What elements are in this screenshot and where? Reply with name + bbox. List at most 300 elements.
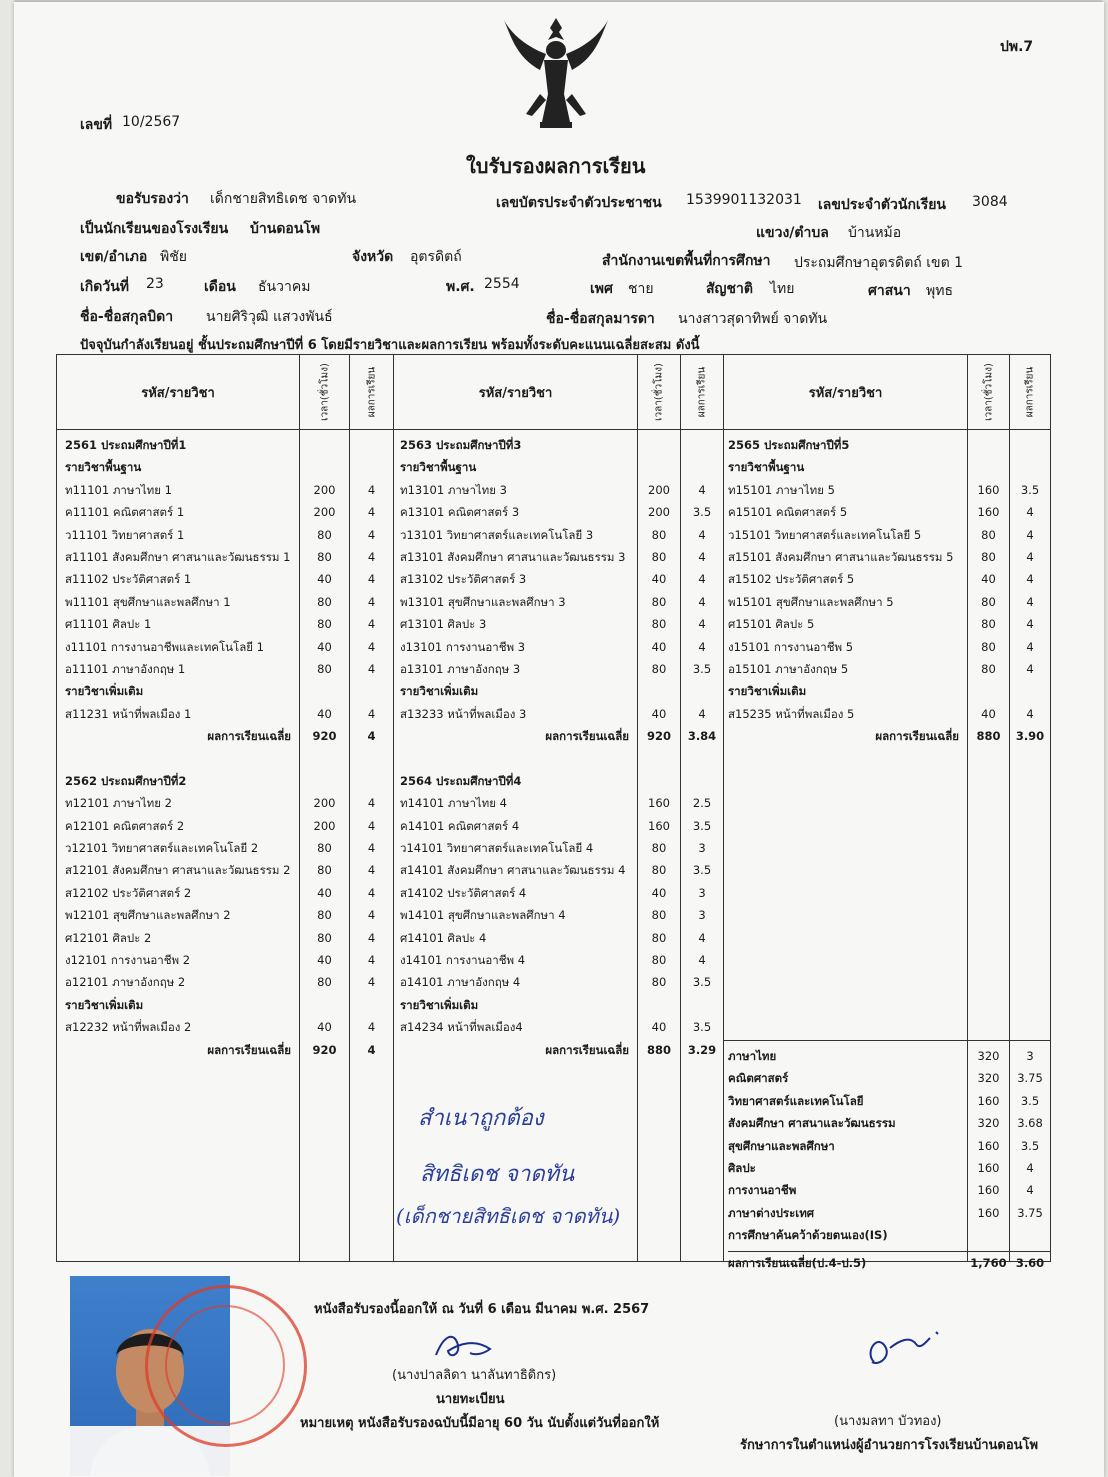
grade-value: 4 [367,706,376,721]
grade-value: 4 [1026,549,1034,564]
summary-hours-value: 160 [977,1205,1000,1220]
id-no: 1539901132031 [686,192,802,208]
hours-value: 80 [651,549,667,564]
hours-value: 40 [317,885,332,900]
subject-name: ง15101 การงานอาชีพ 5 [728,639,854,654]
nationality: ไทย [770,281,795,297]
header-grade-1: ผลการเรียน [366,366,377,418]
header-grade-2: ผลการเรียน [696,366,708,418]
hours-value [968,434,1009,456]
hours-value: 80 [651,975,667,990]
hours-value: 80 [651,952,667,967]
hours-value: 80 [317,908,332,923]
subject-name: ส12101 สังคมศึกษา ศาสนาและวัฒนธรรม 2 [65,863,291,878]
province-label: จังหวัด [352,249,394,265]
director-name: (นางมลทา บัวทอง) [834,1414,942,1429]
id-label: เลขบัตรประจำตัวประชาชน [496,195,662,211]
school: บ้านดอนโพ [250,221,321,237]
hours-value: 40 [317,706,332,721]
religion-label: ศาสนา [868,283,911,299]
subject-name: ท14101 ภาษาไทย 4 [400,796,507,811]
nationality-label: สัญชาติ [706,281,753,297]
grade-value [681,747,723,769]
summary-hours-value: 160 [977,1093,1000,1108]
subject-name: ส12102 ประวัติศาสตร์ 2 [65,885,192,900]
area-label: สำนักงานเขตพื้นที่การศึกษา [602,253,771,269]
birth-year-label: พ.ศ. [446,279,475,295]
subject-name: อ14101 ภาษาอังกฤษ 4 [400,975,521,990]
subject-name: ค14101 คณิตศาสตร์ 4 [400,818,520,833]
summary-total-hours: 1,760 [968,1251,1009,1274]
sex-label: เพศ [590,281,613,297]
form-code: ปพ.7 [1000,39,1034,55]
grade-value: 4 [367,863,376,878]
hours-value: 80 [317,661,332,676]
subject-name: ส11231 หน้าที่พลเมือง 1 [65,706,192,721]
summary-grade-value: 3.5 [1020,1138,1040,1153]
average-row-label: ผลการเรียนเฉลี่ย [207,1042,291,1057]
grade-value: 4 [698,482,706,497]
subject-name: พ12101 สุขศึกษาและพลศึกษา 2 [65,908,231,923]
summary-grade-value: 3.5 [1020,1093,1040,1108]
summary-subject: วิทยาศาสตร์และเทคโนโลยี [728,1093,864,1108]
grade-value [350,434,393,456]
doc-no: 10/2567 [122,114,181,130]
year-column-3-grades [1010,430,1050,747]
grade-value: 4 [1026,527,1034,542]
section-heading: 2563 ประถมศึกษาปีที่3 [400,438,522,452]
hours-value: 920 [312,1042,337,1057]
hours-value [638,680,680,702]
hours-value: 40 [981,706,996,721]
subject-name: ง11101 การงานอาชีพและเทคโนโลยี 1 [65,639,264,654]
hours-value [638,747,680,769]
grade-value: 3.5 [1020,482,1040,497]
summary-subject: สังคมศึกษา ศาสนาและวัฒนธรรม [728,1116,896,1131]
grade-value: 4 [367,1020,376,1035]
section-heading: รายวิชาพื้นฐาน [400,460,477,475]
current-status: ปัจจุบันกำลังเรียนอยู่ ชั้นประถมศึกษาปีที่ 6 โดยมีรายวิชาและผลการเรียน พร้อมทั้งระดับคะแนนเฉลี่ยสะสม ดังนี้ [80,338,700,353]
hours-value [638,456,680,478]
subject-name: ศ14101 ศิลปะ 4 [400,930,487,945]
grade-value: 4 [698,594,706,609]
hours-value [968,680,1009,702]
registrar-signature [430,1325,510,1365]
year-column-1-hours [300,430,349,1061]
hours-value: 880 [976,729,1001,744]
hours-value: 80 [651,661,667,676]
grade-value: 4 [367,885,376,900]
summary-hours-value: 320 [977,1116,1000,1131]
validity-note: หมายเหตุ หนังสือรับรองฉบับนี้มีอายุ 60 วัน นับตั้งแต่วันที่ออกให้ [300,1416,660,1431]
hours-value: 80 [981,594,996,609]
summary-grades [1010,1040,1050,1274]
hours-value: 160 [977,505,1000,520]
hours-value: 200 [648,505,670,520]
section-heading: รายวิชาเพิ่มเติม [65,684,144,699]
summary-grade-value: 3.68 [1017,1116,1043,1131]
grade-value: 4 [367,482,376,497]
year-column-1-grades [350,430,393,1061]
grade-value: 4 [698,527,706,542]
grade-value: 4 [1026,706,1034,721]
hours-value [300,434,349,456]
grade-value [1010,434,1050,456]
subdistrict-label: แขวง/ตำบล [756,225,829,241]
hours-value [300,747,349,769]
hours-value: 40 [651,706,667,721]
hours-value: 80 [317,617,332,632]
grade-value: 4 [367,505,376,520]
subject-name: ส14234 หน้าที่พลเมือง4 [400,1020,523,1035]
birth-year: 2554 [484,276,520,292]
subject-name: พ15101 สุขศึกษาและพลศึกษา 5 [728,594,894,609]
hours-value: 200 [313,818,336,833]
sex: ชาย [628,281,654,297]
subject-name: ท15101 ภาษาไทย 5 [728,482,835,497]
hours-value: 80 [317,863,332,878]
grade-value: 4 [1026,639,1034,654]
subject-name: ส13233 หน้าที่พลเมือง 3 [400,706,527,721]
grade-value: 4 [367,639,376,654]
grade-value: 4 [1026,594,1034,609]
subject-name: ว14101 วิทยาศาสตร์และเทคโนโลยี 4 [400,841,594,856]
grade-value [681,434,723,456]
subject-name: ส15101 สังคมศึกษา ศาสนาและวัฒนธรรม 5 [728,549,954,564]
hours-value: 80 [651,863,667,878]
hours-value [300,680,349,702]
subject-name: พ11101 สุขศึกษาและพลศึกษา 1 [65,594,231,609]
hours-value: 40 [317,1020,332,1035]
hours-value: 80 [981,639,996,654]
grade-value: 4 [698,549,706,564]
grade-value: 4 [367,617,376,632]
section-heading: รายวิชาเพิ่มเติม [728,684,807,699]
subject-name: ส13101 สังคมศึกษา ศาสนาและวัฒนธรรม 3 [400,549,626,564]
hours-value: 40 [317,952,332,967]
district-label: เขต/อำเภอ [80,249,148,265]
subject-name: ง13101 การงานอาชีพ 3 [400,639,526,654]
subject-name: ค15101 คณิตศาสตร์ 5 [728,505,848,520]
grade-value: 3 [698,908,706,923]
grade-value [350,770,393,792]
birth-day-label: เกิดวันที่ [80,279,130,295]
subject-name: ว15101 วิทยาศาสตร์และเทคโนโลยี 5 [728,527,922,542]
year-column-1-subjects [57,430,299,1061]
header-subject-1: รหัส/รายวิชา [141,385,215,401]
hours-value: 200 [313,505,336,520]
summary-grade-value: 3.75 [1017,1071,1043,1086]
grade-value: 4 [367,661,376,676]
grade-value: 3.5 [692,975,712,990]
grade-value: 3.5 [692,661,712,676]
hours-value [300,770,349,792]
grades-table [56,354,1051,1270]
subject-name: ส12232 หน้าที่พลเมือง 2 [65,1020,192,1035]
grade-value: 4 [367,930,376,945]
subject-name: ค12101 คณิตศาสตร์ 2 [65,818,185,833]
handwritten-student-name: (เด็กชายสิทธิเดช จาดทัน) [396,1204,621,1228]
header-hours-1: เวลา(ชั่วโมง) [319,363,330,421]
subject-name: ท13101 ภาษาไทย 3 [400,482,507,497]
hours-value: 40 [651,572,667,587]
summary-hours-value: 160 [977,1138,1000,1153]
grade-value: 4 [698,930,706,945]
student-name: เด็กชายสิทธิเดช จาดทัน [210,191,357,207]
summary-hours-value [968,1224,1009,1246]
grade-value [1010,680,1050,702]
summary-hours-value: 160 [977,1183,1000,1198]
subject-name: ศ12101 ศิลปะ 2 [65,930,152,945]
page-title: ใบรับรองผลการเรียน [466,154,646,178]
hours-value: 920 [312,729,337,744]
grade-value: 4 [698,572,706,587]
summary-grade-value: 3 [1026,1049,1034,1063]
subject-name: ส11102 ประวัติศาสตร์ 1 [65,572,192,587]
subject-name: ว13101 วิทยาศาสตร์และเทคโนโลยี 3 [400,527,594,542]
section-heading [65,747,299,769]
hours-value: 40 [651,1020,667,1035]
birth-month-label: เดือน [204,279,236,295]
hours-value: 920 [646,729,671,744]
hours-value: 80 [651,841,667,856]
certify-label: ขอรับรองว่า [116,191,189,207]
hours-value: 160 [648,818,670,833]
hours-value [300,994,349,1016]
grade-value: 4 [1026,661,1034,676]
garuda-emblem-icon [500,14,612,134]
average-row-label: ผลการเรียนเฉลี่ย [545,1042,629,1057]
subject-name: พ13101 สุขศึกษาและพลศึกษา 3 [400,594,566,609]
subject-name: ส13102 ประวัติศาสตร์ 3 [400,572,527,587]
subject-name: ว12101 วิทยาศาสตร์และเทคโนโลยี 2 [65,841,259,856]
grade-value: 4 [698,617,706,632]
grade-value: 4 [367,1042,376,1057]
handwritten-signature-student: สิทธิเดช จาดทัน [420,1162,575,1187]
grade-value: 3.84 [687,729,717,744]
summary-hours-value: 320 [977,1049,1000,1063]
director-title: รักษาการในตำแหน่งผู้อำนวยการโรงเรียนบ้านดอนโพ [740,1438,1039,1453]
grade-value [681,456,723,478]
handwritten-certified-copy: สำเนาถูกต้อง [418,1106,544,1131]
hours-value: 80 [651,594,667,609]
section-heading: 2565 ประถมศึกษาปีที่5 [728,438,850,452]
year-column-2-grades [681,430,723,1061]
section-heading: รายวิชาพื้นฐาน [728,460,805,475]
hours-value: 160 [648,796,670,811]
section-heading: 2564 ประถมศึกษาปีที่4 [400,773,522,788]
grade-value: 3.5 [692,505,712,520]
header-subject-2: รหัส/รายวิชา [478,385,553,401]
section-heading: รายวิชาเพิ่มเติม [65,997,144,1012]
grade-value: 4 [698,639,706,654]
issued-date: หนังสือรับรองนี้ออกให้ ณ วันที่ 6 เดือน มีนาคม พ.ศ. 2567 [314,1302,650,1317]
summary-grade-value: 4 [1026,1160,1034,1175]
director-signature [860,1322,950,1382]
grade-value: 2.5 [692,796,712,811]
hours-value: 80 [981,549,996,564]
grade-value: 4 [367,527,376,542]
grade-value: 4 [367,796,376,811]
religion: พุทธ [926,283,954,299]
student-no: 3084 [972,194,1008,210]
subject-name: ส11101 สังคมศึกษา ศาสนาและวัฒนธรรม 1 [65,549,291,564]
student-no-label: เลขประจำตัวนักเรียน [818,197,947,213]
grade-value: 3.90 [1015,729,1045,744]
grade-value: 4 [367,594,376,609]
grade-value: 4 [367,908,376,923]
summary-grade-value: 4 [1026,1183,1034,1198]
hours-value: 80 [317,841,332,856]
summary-hours-value: 160 [977,1160,1000,1175]
summary-subject: การศึกษาค้นคว้าด้วยตนเอง(IS) [728,1228,888,1243]
grade-value: 4 [367,841,376,856]
birth-month: ธันวาคม [258,279,311,295]
hours-value [638,994,680,1016]
father-name: นายศิริวุฒิ แสวงพันธ์ [206,309,333,325]
section-heading: รายวิชาเพิ่มเติม [400,684,479,699]
summary-subject: สุขศึกษาและพลศึกษา [728,1138,835,1153]
grade-value: 4 [1026,617,1034,632]
hours-value: 40 [651,885,667,900]
father-label: ชื่อ-ชื่อสกุลบิดา [80,309,174,325]
section-heading: รายวิชาพื้นฐาน [65,460,142,475]
grade-value: 4 [367,549,376,564]
grade-value: 3.5 [692,818,712,833]
grade-value: 3 [698,841,706,856]
summary-subject: ภาษาไทย [728,1049,777,1063]
grade-value [681,994,723,1016]
hours-value: 80 [981,527,996,542]
doc-no-label: เลขที่ [80,117,113,133]
subject-name: อ13101 ภาษาอังกฤษ 3 [400,661,521,676]
hours-value: 200 [313,482,336,497]
hours-value: 80 [317,527,332,542]
summary-hours [968,1040,1009,1274]
mother-label: ชื่อ-ชื่อสกุลมารดา [546,311,655,327]
grade-value: 3.5 [692,1020,712,1035]
year-column-3-hours [968,430,1009,747]
header-hours-3: เวลา(ชั่วโมง) [983,363,994,421]
subject-name: ง12101 การงานอาชีพ 2 [65,952,191,967]
hours-value: 200 [648,482,670,497]
average-row-label: ผลการเรียนเฉลี่ย [545,729,629,744]
grade-value: 4 [367,572,376,587]
year-column-3-subjects [724,430,967,747]
header-subject-3: รหัส/รายวิชา [808,385,883,401]
subject-name: ค13101 คณิตศาสตร์ 3 [400,505,520,520]
school-label: เป็นนักเรียนของโรงเรียน [80,221,229,237]
grade-value [681,770,723,792]
subject-name: ศ11101 ศิลปะ 1 [65,617,152,632]
grade-value [350,747,393,769]
subject-name: ง14101 การงานอาชีพ 4 [400,952,526,967]
grade-value [681,680,723,702]
grade-value: 4 [367,952,376,967]
hours-value: 80 [651,527,667,542]
section-heading [400,747,637,769]
subject-name: ส14102 ประวัติศาสตร์ 4 [400,885,527,900]
subject-name: ส15102 ประวัติศาสตร์ 5 [728,572,855,587]
grade-value: 3.29 [687,1042,717,1057]
subject-name: พ14101 สุขศึกษาและพลศึกษา 4 [400,908,566,923]
summary-grade-value: 3.75 [1017,1205,1043,1220]
hours-value: 880 [646,1042,671,1057]
grade-value: 4 [698,706,706,721]
birth-day: 23 [146,276,164,292]
subject-name: อ11101 ภาษาอังกฤษ 1 [65,661,186,676]
summary-total-grade: 3.60 [1010,1251,1050,1274]
mother-name: นางสาวสุดาทิพย์ จาดทัน [678,311,828,327]
subject-name: ศ13101 ศิลปะ 3 [400,617,487,632]
summary-hours-value: 320 [977,1071,1000,1086]
hours-value: 80 [981,661,996,676]
subject-name: ท11101 ภาษาไทย 1 [65,482,172,497]
summary-grade-value [1010,1224,1050,1246]
summary-subject: การงานอาชีพ [728,1183,797,1198]
summary-subjects [724,1040,967,1274]
hours-value: 80 [651,930,667,945]
grade-value [350,994,393,1016]
subdistrict: บ้านหม้อ [848,225,902,241]
subject-name: ท12101 ภาษาไทย 2 [65,796,172,811]
section-heading: 2562 ประถมศึกษาปีที่2 [65,773,187,788]
header-hours-2: เวลา(ชั่วโมง) [653,363,665,421]
grade-value [1010,456,1050,478]
grade-value: 4 [1026,572,1034,587]
average-row-label: ผลการเรียนเฉลี่ย [875,729,959,744]
summary-subject: คณิตศาสตร์ [728,1071,789,1086]
summary-total-label: ผลการเรียนเฉลี่ย(ป.4-ป.5) [728,1251,967,1274]
section-heading: รายวิชาเพิ่มเติม [400,997,479,1012]
grade-value: 4 [367,975,376,990]
subject-name: อ15101 ภาษาอังกฤษ 5 [728,661,849,676]
subject-name: ค11101 คณิตศาสตร์ 1 [65,505,185,520]
subject-name: ส15235 หน้าที่พลเมือง 5 [728,706,855,721]
hours-value [638,770,680,792]
hours-value: 40 [651,639,667,654]
summary-subject: ภาษาต่างประเทศ [728,1205,815,1220]
hours-value [638,434,680,456]
hours-value [968,456,1009,478]
background-edge-left [0,0,14,1477]
registrar-title: นายทะเบียน [436,1392,505,1407]
section-heading: 2561 ประถมศึกษาปีที่1 [65,438,187,452]
hours-value: 40 [317,572,332,587]
year-column-2-hours [638,430,680,1061]
subject-name: อ12101 ภาษาอังกฤษ 2 [65,975,186,990]
hours-value: 160 [977,482,1000,497]
hours-value: 80 [981,617,996,632]
registrar-name: (นางปาลลิดา นาลันทาธิดิกร) [392,1368,557,1383]
grade-value: 3 [698,885,706,900]
province: อุตรดิตถ์ [410,249,462,265]
area: ประถมศึกษาอุตรดิตถ์ เขต 1 [794,255,964,271]
grade-value [350,680,393,702]
grade-value: 4 [367,818,376,833]
grade-value: 3.5 [692,863,712,878]
hours-value: 80 [651,908,667,923]
subject-name: ว11101 วิทยาศาสตร์ 1 [65,527,185,542]
grade-value: 4 [698,952,706,967]
hours-value: 80 [317,975,332,990]
hours-value: 40 [981,572,996,587]
district: พิชัย [160,249,187,265]
subject-name: ส14101 สังคมศึกษา ศาสนาและวัฒนธรรม 4 [400,863,626,878]
grade-value: 4 [367,729,376,744]
average-row-label: ผลการเรียนเฉลี่ย [207,729,291,744]
grade-value [350,456,393,478]
